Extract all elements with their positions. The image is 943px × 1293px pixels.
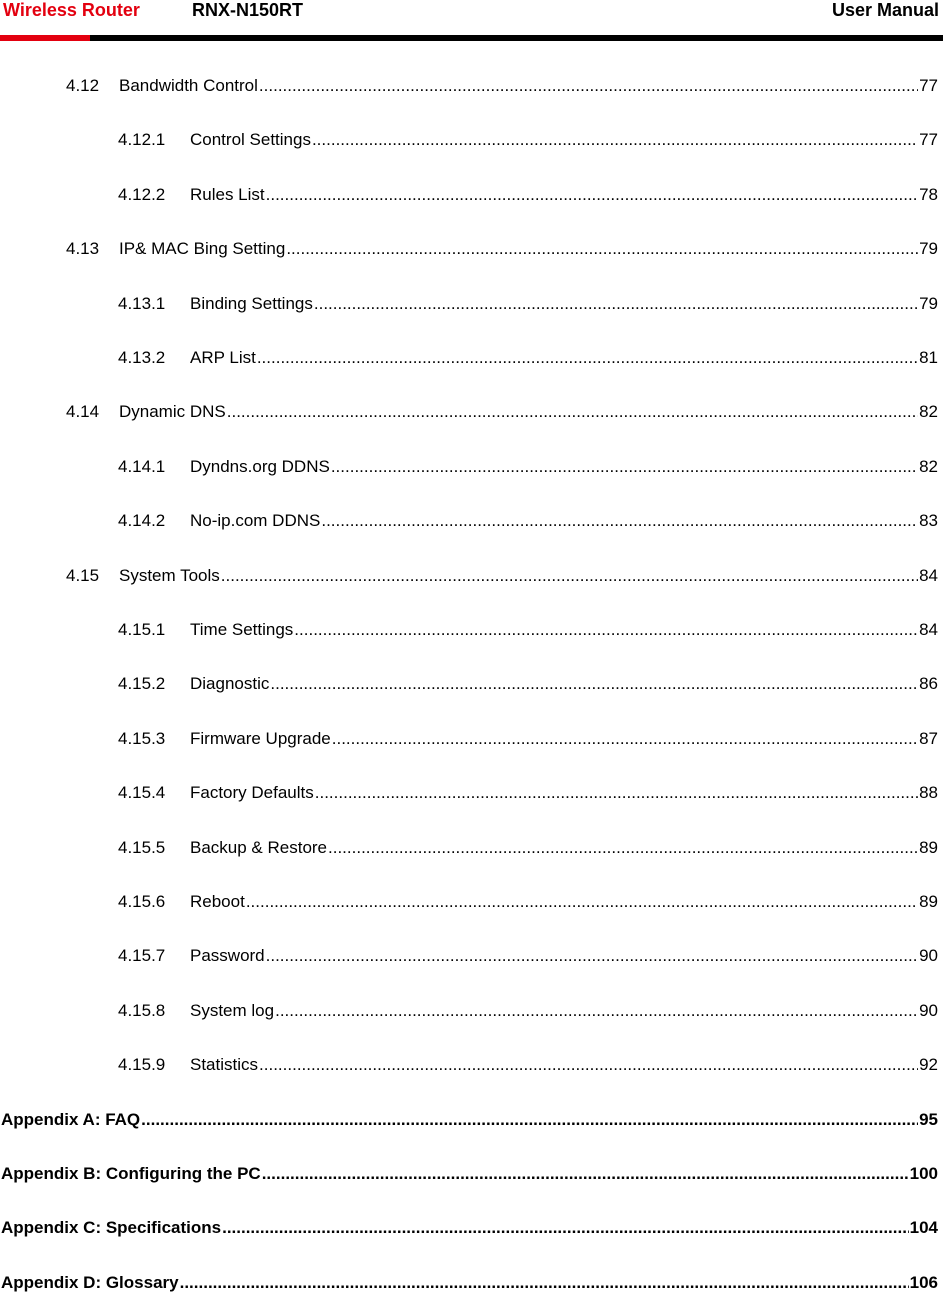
toc-entry[interactable] xyxy=(1,1273,938,1293)
toc-entry-title: Appendix D: Glossary xyxy=(1,1273,179,1292)
toc-entry-page: 104 xyxy=(909,1218,938,1237)
toc-entry-number: 4.14.2 xyxy=(118,511,166,530)
toc-entry-title: Control Settings xyxy=(190,130,311,149)
brand-name: Wireless Router xyxy=(3,0,140,20)
toc-dot-leader xyxy=(266,185,918,205)
toc-entry-page: 79 xyxy=(919,294,938,313)
toc-dot-leader xyxy=(332,729,918,749)
toc-entry-number: 4.12 xyxy=(66,76,100,95)
toc-entry-page: 77 xyxy=(919,130,938,149)
toc-entry[interactable] xyxy=(118,674,938,694)
toc-entry[interactable] xyxy=(1,1164,938,1184)
toc-dot-leader xyxy=(270,674,918,694)
toc-entry-number: 4.12.2 xyxy=(118,185,166,204)
toc-entry-page: 83 xyxy=(919,511,938,530)
toc-entry[interactable] xyxy=(118,1001,938,1021)
toc-entry-number: 4.15.1 xyxy=(118,620,166,639)
toc-entry[interactable] xyxy=(118,511,938,531)
toc-entry-page: 82 xyxy=(919,457,938,476)
toc-entry-number: 4.15 xyxy=(66,566,100,585)
toc-entry-title: Diagnostic xyxy=(190,674,270,693)
toc-dot-leader xyxy=(221,566,918,586)
toc-dot-leader xyxy=(257,348,918,368)
toc-dot-leader xyxy=(315,783,918,803)
toc-entry-page: 86 xyxy=(919,674,938,693)
toc-entry[interactable] xyxy=(118,620,938,640)
toc-entry-number: 4.15.9 xyxy=(118,1055,166,1074)
toc-entry-number: 4.15.5 xyxy=(118,838,166,857)
toc-entry-number: 4.15.8 xyxy=(118,1001,166,1020)
toc-dot-leader xyxy=(266,946,918,966)
model-name: RNX-N150RT xyxy=(192,0,304,20)
toc-entry[interactable] xyxy=(1,1110,938,1130)
toc-entry-title: Binding Settings xyxy=(190,294,313,313)
toc-dot-leader xyxy=(227,402,918,422)
toc-dot-leader xyxy=(259,1055,918,1075)
toc-entry-page: 100 xyxy=(909,1164,938,1183)
toc-entry-page: 82 xyxy=(919,402,938,421)
toc-entry[interactable] xyxy=(66,76,938,96)
toc-entry[interactable] xyxy=(118,729,938,749)
toc-entry-title: Firmware Upgrade xyxy=(190,729,331,748)
toc-entry-page: 84 xyxy=(919,566,938,585)
toc-entry-number: 4.14 xyxy=(66,402,100,421)
toc-entry[interactable] xyxy=(118,294,938,314)
page-header xyxy=(0,0,943,24)
toc-entry[interactable] xyxy=(118,946,938,966)
toc-entry-title: Dyndns.org DDNS xyxy=(190,457,330,476)
toc-dot-leader xyxy=(141,1110,918,1130)
toc-entry-title: System log xyxy=(190,1001,275,1020)
toc-entry-title: Rules List xyxy=(190,185,265,204)
toc-entry-number: 4.13 xyxy=(66,239,100,258)
toc-entry-page: 78 xyxy=(919,185,938,204)
header-rule-red xyxy=(0,35,90,41)
toc-entry-title: Factory Defaults xyxy=(190,783,314,802)
toc-entry[interactable] xyxy=(118,185,938,205)
toc-dot-leader xyxy=(259,76,918,96)
toc-entry-title: Appendix A: FAQ xyxy=(1,1110,141,1129)
toc-entry-page: 90 xyxy=(919,1001,938,1020)
toc-entry-page: 106 xyxy=(909,1273,938,1292)
manual-title: User Manual xyxy=(831,0,939,20)
toc-entry-number: 4.14.1 xyxy=(118,457,166,476)
toc-entry-title: Reboot xyxy=(190,892,245,911)
toc-dot-leader xyxy=(275,1001,918,1021)
toc-entry-page: 90 xyxy=(919,946,938,965)
toc-entry-title: IP& MAC Bing Setting xyxy=(119,239,286,258)
toc-entry-title: Time Settings xyxy=(190,620,294,639)
toc-entry[interactable] xyxy=(118,838,938,858)
toc-entry[interactable] xyxy=(1,1218,938,1238)
toc-entry-number: 4.13.2 xyxy=(118,348,166,367)
toc-entry-title: Bandwidth Control xyxy=(119,76,258,95)
toc-entry-page: 95 xyxy=(919,1110,938,1129)
toc-entry[interactable] xyxy=(66,566,938,586)
toc-entry-page: 79 xyxy=(919,239,938,258)
toc-dot-leader xyxy=(246,892,918,912)
toc-entry-number: 4.15.2 xyxy=(118,674,166,693)
toc-dot-leader xyxy=(222,1218,909,1238)
toc-entry-number: 4.15.7 xyxy=(118,946,166,965)
toc-entry-number: 4.15.6 xyxy=(118,892,166,911)
toc-entry-title: No-ip.com DDNS xyxy=(190,511,321,530)
toc-entry-title: System Tools xyxy=(119,566,220,585)
toc-dot-leader xyxy=(262,1164,909,1184)
toc-entry-title: Backup & Restore xyxy=(190,838,328,857)
toc-entry-title: Dynamic DNS xyxy=(119,402,226,421)
toc-entry[interactable] xyxy=(118,457,938,477)
toc-entry-number: 4.15.3 xyxy=(118,729,166,748)
toc-dot-leader xyxy=(321,511,918,531)
toc-dot-leader xyxy=(286,239,918,259)
toc-dot-leader xyxy=(312,130,918,150)
toc-entry-title: Appendix C: Specifications xyxy=(1,1218,222,1237)
toc-entry-page: 89 xyxy=(919,838,938,857)
toc-dot-leader xyxy=(294,620,918,640)
toc-entry-number: 4.13.1 xyxy=(118,294,166,313)
toc-dot-leader xyxy=(328,838,918,858)
toc-entry[interactable] xyxy=(66,402,938,422)
toc-entry[interactable] xyxy=(118,892,938,912)
toc-entry-title: Statistics xyxy=(190,1055,259,1074)
toc-entry-number: 4.15.4 xyxy=(118,783,166,802)
toc-dot-leader xyxy=(314,294,918,314)
toc-entry-page: 84 xyxy=(919,620,938,639)
toc-entry[interactable] xyxy=(118,1055,938,1075)
toc-entry-page: 88 xyxy=(919,783,938,802)
toc-entry-page: 89 xyxy=(919,892,938,911)
toc-entry-page: 77 xyxy=(919,76,938,95)
toc-entry-title: ARP List xyxy=(190,348,256,367)
toc-entry[interactable] xyxy=(118,130,938,150)
toc-dot-leader xyxy=(331,457,918,477)
toc-dot-leader xyxy=(180,1273,909,1293)
toc-entry-page: 92 xyxy=(919,1055,938,1074)
toc-entry[interactable] xyxy=(118,348,938,368)
toc-entry-page: 81 xyxy=(919,348,938,367)
toc-entry[interactable] xyxy=(66,239,938,259)
toc-entry-title: Password xyxy=(190,946,265,965)
toc-entry[interactable] xyxy=(118,783,938,803)
toc-entry-title: Appendix B: Configuring the PC xyxy=(1,1164,261,1183)
toc-entry-number: 4.12.1 xyxy=(118,130,166,149)
toc-entry-page: 87 xyxy=(919,729,938,748)
header-rule-black xyxy=(90,35,943,41)
